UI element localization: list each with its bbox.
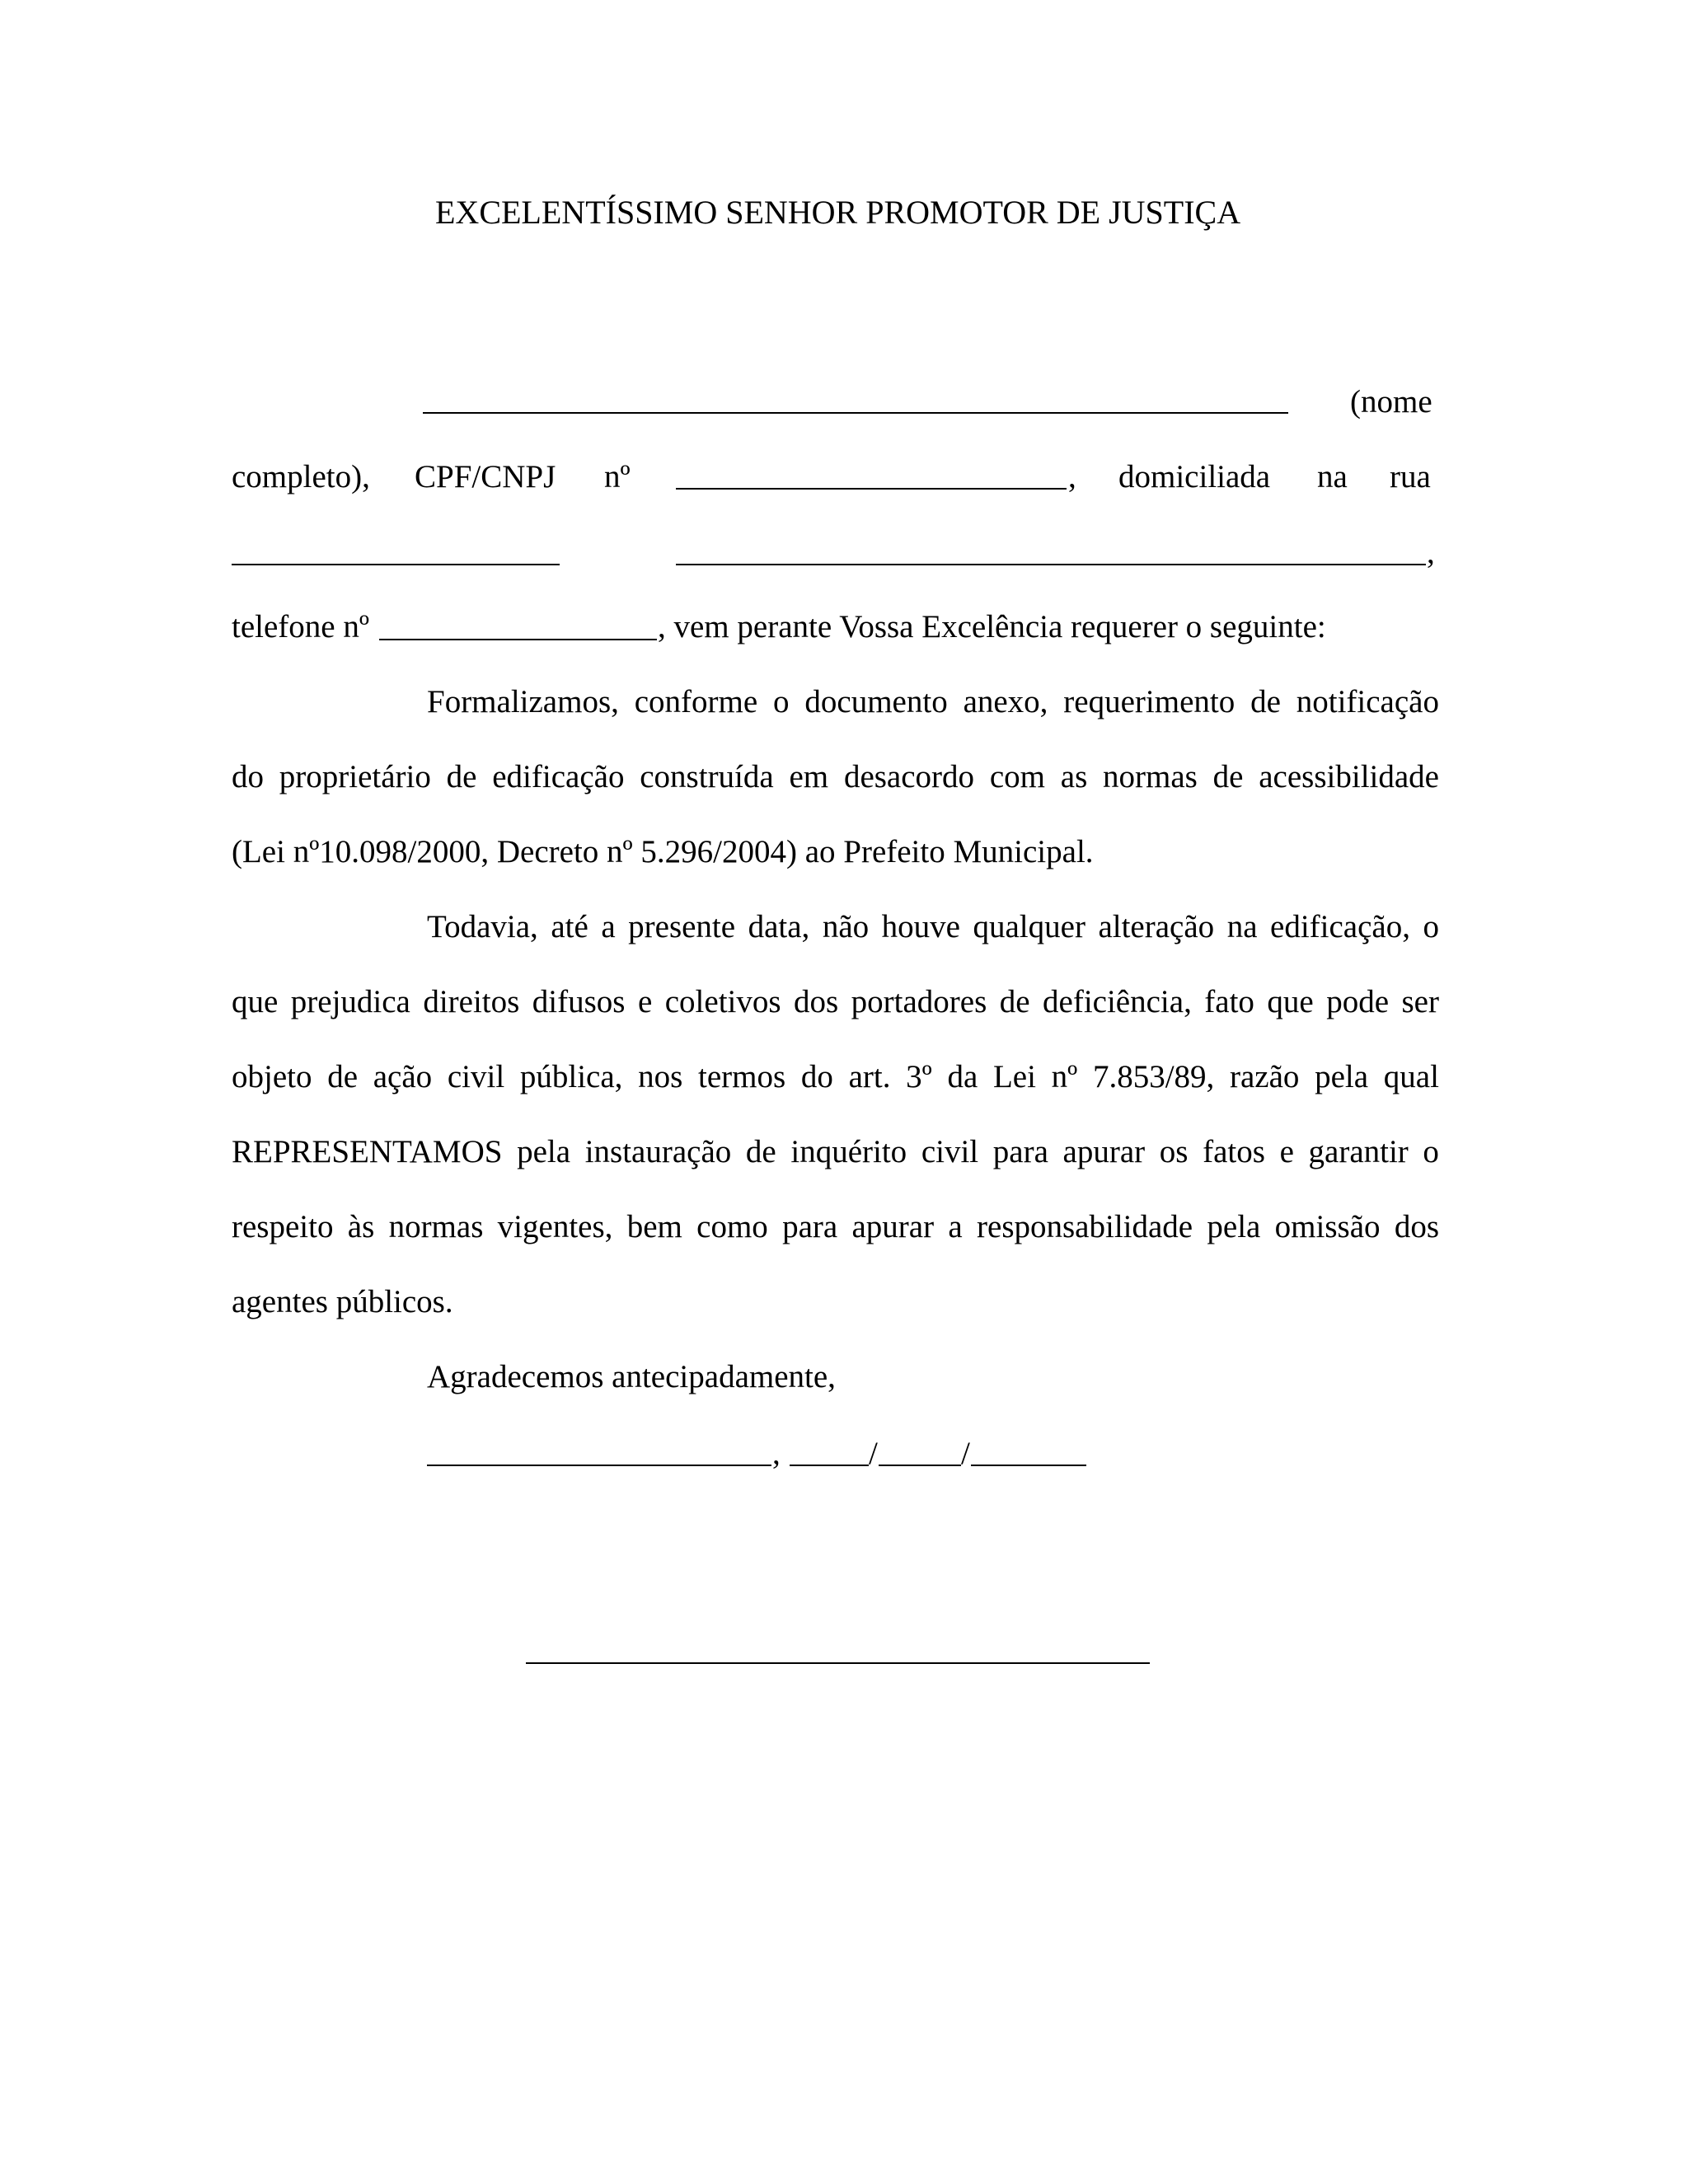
word: art. [848, 1059, 891, 1094]
city-blank-line[interactable] [427, 1465, 771, 1466]
word: construída [640, 759, 774, 794]
word: que [1267, 984, 1314, 1019]
paragraph1-line2 [232, 761, 1439, 793]
word: de [446, 759, 477, 794]
signature-line[interactable] [526, 1662, 1150, 1664]
word: houve [881, 909, 960, 944]
word: edificação, [1270, 909, 1410, 944]
word: dos [794, 984, 839, 1019]
word: fato [1204, 984, 1254, 1019]
date-comma: , [772, 1436, 781, 1471]
word: ação [373, 1059, 433, 1094]
word: de [327, 1059, 358, 1094]
year-blank-line[interactable] [971, 1465, 1086, 1466]
word: notificação [1296, 684, 1439, 719]
word: Lei [992, 1059, 1036, 1094]
word: normas [388, 1209, 484, 1244]
word: para [782, 1209, 838, 1244]
word: objeto [232, 1059, 312, 1094]
word: Formalizamos, [427, 684, 619, 719]
comma-label: , [1068, 459, 1076, 494]
word: de [1212, 759, 1244, 794]
word: da [947, 1059, 978, 1094]
closing-text: Agradecemos antecipadamente, [427, 1359, 836, 1394]
word: proprietário [279, 759, 431, 794]
word: garantir [1308, 1134, 1409, 1169]
comma-label: , [1427, 535, 1435, 570]
word: que [232, 984, 279, 1019]
word: nº [1051, 1059, 1078, 1094]
word: não [822, 909, 870, 944]
word: com [989, 759, 1045, 794]
word: alteração [1098, 909, 1215, 944]
word: difusos [532, 984, 626, 1019]
word: presente [628, 909, 736, 944]
word: a [601, 909, 616, 944]
word: 7.853/89, [1092, 1059, 1215, 1094]
na-label: na [1317, 459, 1348, 494]
word: pela [1207, 1209, 1261, 1244]
paragraph2-line3 [232, 1061, 1439, 1093]
document-title: EXCELENTÍSSIMO SENHOR PROMOTOR DE JUSTIÇA [435, 194, 1241, 231]
word: na [1226, 909, 1258, 944]
numero-label: nº [604, 459, 631, 494]
word: ser [1401, 984, 1439, 1019]
word: fatos [1203, 1134, 1265, 1169]
word: pública, [519, 1059, 623, 1094]
word: do [232, 759, 264, 794]
word: qual [1383, 1059, 1439, 1094]
word: civil [921, 1134, 979, 1169]
word: em [789, 759, 829, 794]
word: prejudica [290, 984, 410, 1019]
word: civil [447, 1059, 505, 1094]
completo-label: completo), [232, 459, 370, 494]
word: desacordo [843, 759, 975, 794]
word: os [1159, 1134, 1189, 1169]
request-intro-text: , vem perante Vossa Excelência requerer o seguinte: [658, 609, 1326, 644]
word: direitos [423, 984, 520, 1019]
word: e [1279, 1134, 1294, 1169]
word: às [347, 1209, 375, 1244]
word: qualquer [973, 909, 1085, 944]
paragraph1-line3: (Lei nº10.098/2000, Decreto nº 5.296/2004) ao Prefeito Municipal. [232, 834, 1094, 869]
street-blank-line[interactable] [232, 564, 560, 565]
word: documento [804, 684, 948, 719]
word: pela [517, 1134, 571, 1169]
word: instauração [584, 1134, 732, 1169]
word: para [992, 1134, 1048, 1169]
word: nos [638, 1059, 683, 1094]
word: pode [1326, 984, 1389, 1019]
telefone-label: telefone nº [232, 609, 369, 644]
word: omissão [1274, 1209, 1381, 1244]
word: requerimento [1063, 684, 1236, 719]
word: termos [698, 1059, 786, 1094]
word: como [696, 1209, 768, 1244]
rua-label: rua [1390, 459, 1431, 494]
date-slash-2: / [961, 1436, 970, 1471]
word: de [1250, 684, 1281, 719]
word: até [551, 909, 588, 944]
word: conforme [634, 684, 758, 719]
word: apurar [1062, 1134, 1146, 1169]
phone-blank-line[interactable] [379, 639, 657, 640]
paragraph2-line5 [232, 1211, 1439, 1243]
word: anexo, [963, 684, 1048, 719]
paragraph2-line1 [427, 911, 1439, 943]
word: coletivos [664, 984, 781, 1019]
domiciliada-label: domiciliada [1118, 459, 1271, 494]
word: as [1060, 759, 1088, 794]
word: inquérito [790, 1134, 907, 1169]
word: e [637, 984, 653, 1019]
word: data, [748, 909, 810, 944]
word: dos [1394, 1209, 1439, 1244]
name-blank-line[interactable] [423, 412, 1288, 414]
word: bem [626, 1209, 682, 1244]
cpf-blank-line[interactable] [676, 488, 1067, 490]
word: de [745, 1134, 776, 1169]
word: apurar [851, 1209, 935, 1244]
word: vigentes, [497, 1209, 613, 1244]
word: o [1423, 1134, 1439, 1169]
paragraph1-line1 [427, 686, 1439, 718]
word: razão [1230, 1059, 1300, 1094]
address-blank-line[interactable] [676, 564, 1426, 565]
word: acessibilidade [1259, 759, 1439, 794]
paragraph2-line4 [232, 1136, 1439, 1168]
date-slash-1: / [869, 1436, 878, 1471]
paragraph2-line2 [232, 986, 1439, 1018]
word: o [1423, 909, 1439, 944]
word: portadores [851, 984, 987, 1019]
nome-label: (nome [1350, 384, 1432, 419]
word: 3º [906, 1059, 932, 1094]
word: REPRESENTAMOS [232, 1134, 503, 1169]
word: o [773, 684, 790, 719]
word: normas [1103, 759, 1198, 794]
word: deficiência, [1043, 984, 1192, 1019]
word: de [999, 984, 1030, 1019]
word: edificação [492, 759, 625, 794]
word: pela [1315, 1059, 1369, 1094]
word: do [800, 1059, 833, 1094]
word: responsabilidade [977, 1209, 1193, 1244]
day-blank-line[interactable] [790, 1465, 869, 1466]
month-blank-line[interactable] [879, 1465, 961, 1466]
cpf-cnpj-label: CPF/CNPJ [415, 459, 556, 494]
word: Todavia, [427, 909, 538, 944]
word: respeito [232, 1209, 334, 1244]
word: a [948, 1209, 963, 1244]
paragraph2-line6: agentes públicos. [232, 1284, 453, 1319]
